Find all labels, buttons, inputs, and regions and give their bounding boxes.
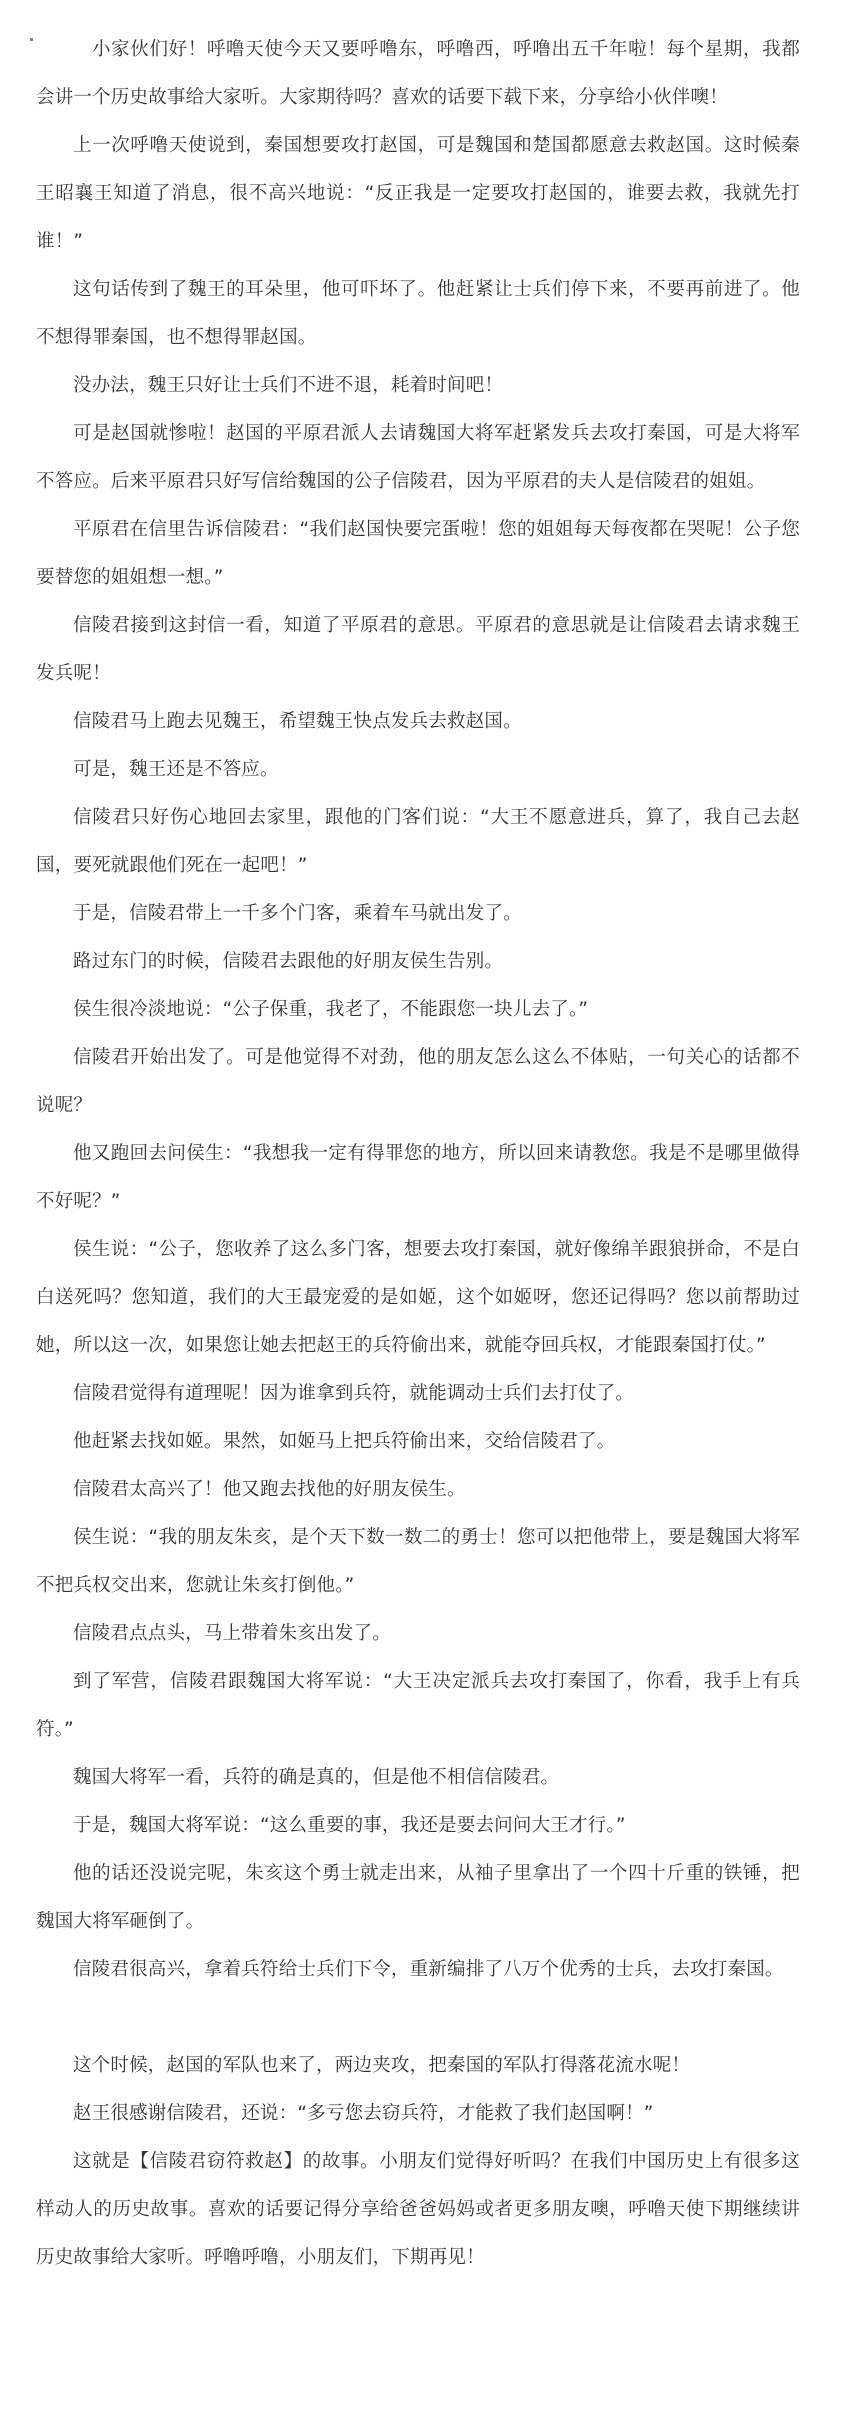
paragraph-outro: 这就是【信陵君窃符救赵】的故事。小朋友们觉得好听吗？在我们中国历史上有很多这样动人的历史故事。喜欢的话要记得分享给爸爸妈妈或者更多朋友噢，呼噜天使下期继续讲历史故事给大家听。呼噜呼噜，小朋友们，下期再见！ (36, 2151, 800, 2268)
paragraph: 他又跑回去问侯生：“我想我一定有得罪您的地方，所以回来请教您。我是不是哪里做得不好呢？” (36, 1143, 800, 1212)
paragraph: 侯生说：“我的朋友朱亥，是个天下数一数二的勇士！您可以把他带上，要是魏国大将军不把兵权交出来，您就让朱亥打倒他。” (36, 1527, 800, 1596)
paragraph: 路过东门的时候，信陵君去跟他的好朋友侯生告别。 (73, 951, 504, 972)
paragraph: 信陵君马上跑去见魏王，希望魏王快点发兵去救赵国。 (73, 711, 522, 732)
paragraph: 侯生说：“公子，您收养了这么多门客，想要去攻打秦国，就好像绵羊跟狼拼命，不是白白送死吗？您知道，我们的大王最宠爱的是如姬，这个如姬呀，您还记得吗？您以前帮助过她，所以这一次，如果您让她去把赵王的兵符偷出来，就能夺回兵权，才能跟秦国打仗。” (36, 1239, 800, 1356)
paragraph: 到了军营，信陵君跟魏国大将军说：“大王决定派兵去攻打秦国了，你看，我手上有兵符。” (36, 1671, 800, 1740)
paragraph: 上一次呼噜天使说到，秦国想要攻打赵国，可是魏国和楚国都愿意去救赵国。这时候秦王昭襄王知道了消息，很不高兴地说：“反正我是一定要攻打赵国的，谁要去救，我就先打谁！” (36, 135, 800, 252)
paragraph: 平原君在信里告诉信陵君：“我们赵国快要完蛋啦！您的姐姐每天每夜都在哭呢！公子您要替您的姐姐想一想。” (36, 519, 800, 588)
paragraph: 信陵君接到这封信一看，知道了平原君的意思。平原君的意思就是让信陵君去请求魏王发兵呢！ (36, 615, 800, 684)
paragraph: 信陵君点点头，马上带着朱亥出发了。 (73, 1623, 391, 1644)
paragraph: 这个时候，赵国的军队也来了，两边夹攻，把秦国的军队打得落花流水呢！ (73, 2055, 691, 2076)
paragraph: 信陵君只好伤心地回去家里，跟他的门客们说：“大王不愿意进兵，算了，我自己去赵国，要死就跟他们死在一起吧！” (36, 807, 800, 876)
paragraph: 于是，信陵君带上一千多个门客，乘着车马就出发了。 (73, 903, 522, 924)
paragraph: 赵王很感谢信陵君，还说：“多亏您去窃兵符，才能救了我们赵国啊！” (73, 2103, 654, 2124)
paragraph: 侯生很冷淡地说：“公子保重，我老了，不能跟您一块儿去了。” (73, 999, 589, 1020)
paragraph: 可是赵国就惨啦！赵国的平原君派人去请魏国大将军赶紧发兵去攻打秦国，可是大将军不答应。后来平原君只好写信给魏国的公子信陵君，因为平原君的夫人是信陵君的姐姐。 (36, 423, 800, 492)
paragraph: 他赶紧去找如姬。果然，如姬马上把兵符偷出来，交给信陵君了。 (73, 1431, 616, 1452)
list-marker (30, 38, 33, 41)
paragraph: 信陵君很高兴，拿着兵符给士兵们下令，重新编排了八万个优秀的士兵，去攻打秦国。 (73, 1959, 784, 1980)
paragraph: 可是，魏王还是不答应。 (73, 759, 279, 780)
paragraph: 他的话还没说完呢，朱亥这个勇士就走出来，从袖子里拿出了一个四十斤重的铁锤，把魏国大将军砸倒了。 (36, 1863, 800, 1932)
paragraph: 于是，魏国大将军说：“这么重要的事，我还是要去问问大王才行。” (73, 1815, 626, 1836)
paragraph: 没办法，魏王只好让士兵们不进不退，耗着时间吧！ (73, 375, 504, 396)
paragraph: 信陵君太高兴了！他又跑去找他的好朋友侯生。 (73, 1479, 466, 1500)
paragraph: 信陵君开始出发了。可是他觉得不对劲，他的朋友怎么这么不体贴，一句关心的话都不说呢？ (36, 1047, 800, 1116)
paragraph: 信陵君觉得有道理呢！因为谁拿到兵符，就能调动士兵们去打仗了。 (73, 1383, 635, 1404)
paragraph: 这句话传到了魏王的耳朵里，他可吓坏了。他赶紧让士兵们停下来，不要再前进了。他不想得罪秦国，也不想得罪赵国。 (36, 279, 800, 348)
paragraph: 魏国大将军一看，兵符的确是真的，但是他不相信信陵君。 (73, 1767, 560, 1788)
blank-line (36, 1994, 800, 2042)
paragraph-intro: 小家伙们好！呼噜天使今天又要呼噜东，呼噜西，呼噜出五千年啦！每个星期，我都会讲一个历史故事给大家听。大家期待吗？喜欢的话要下载下来，分享给小伙伴噢！ (36, 39, 800, 108)
